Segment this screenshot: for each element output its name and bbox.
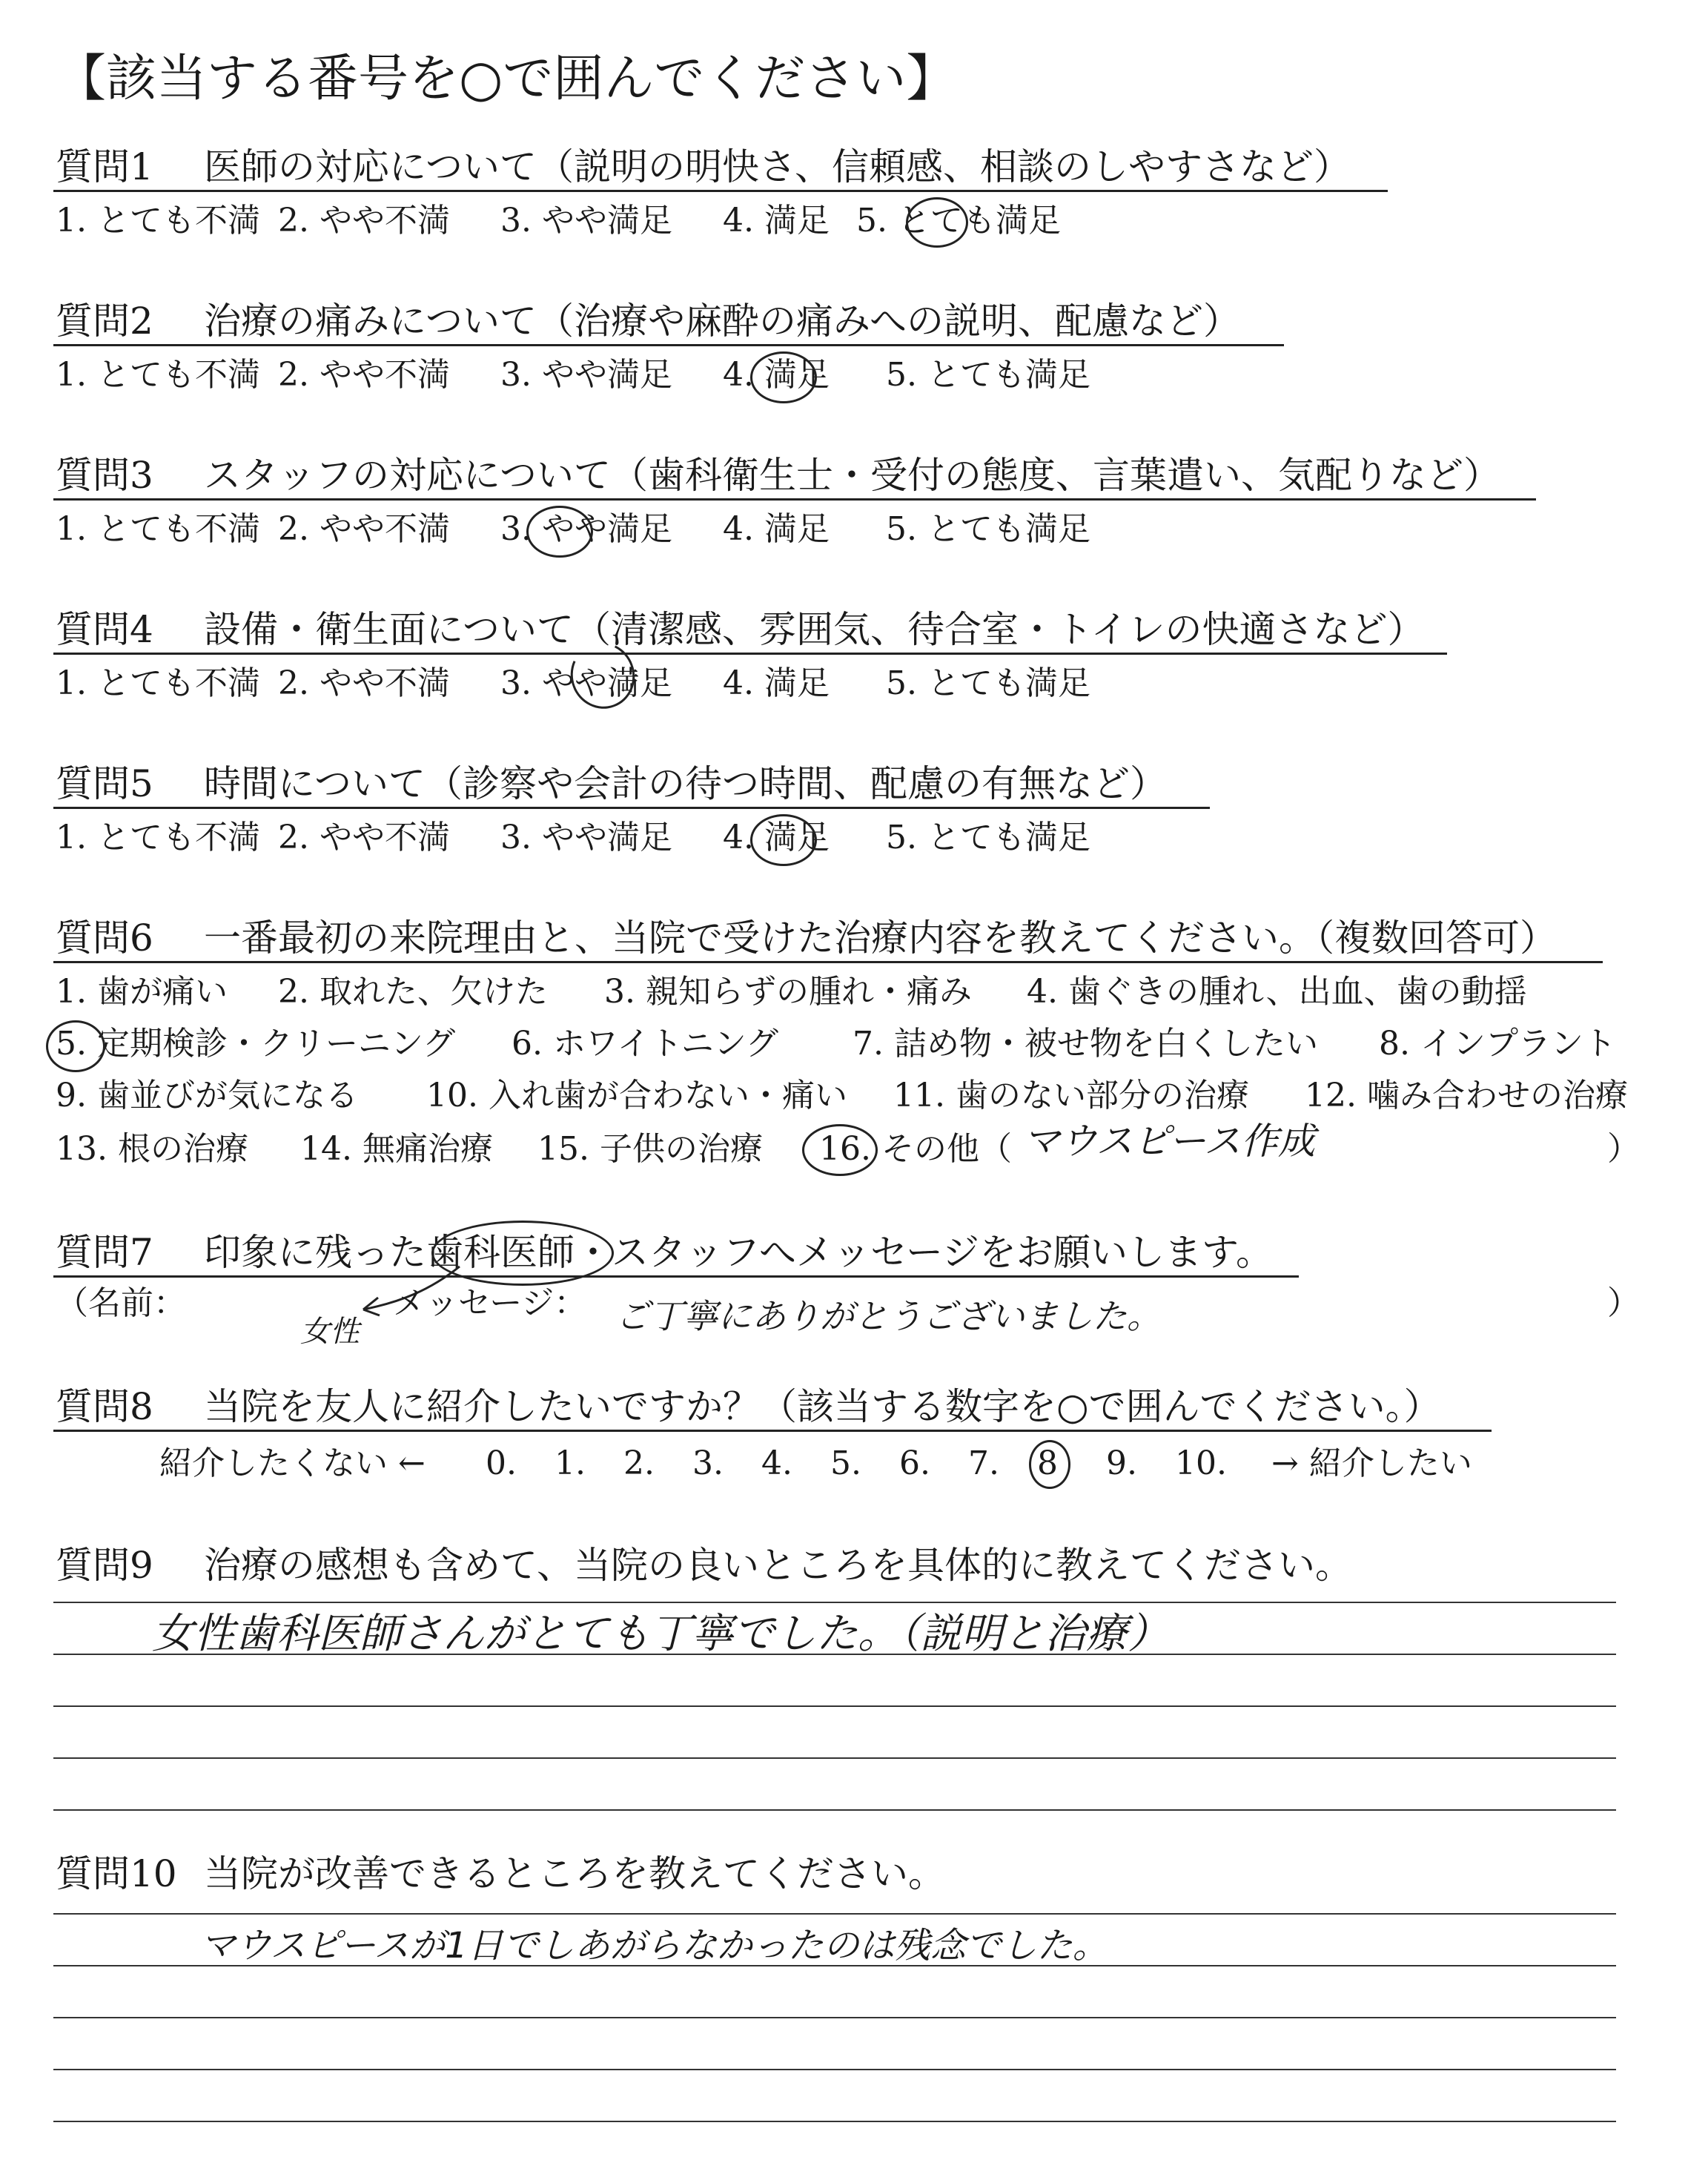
q6-option-12[interactable]: 12. 噛み合わせの治療 (1305, 1077, 1628, 1114)
q9-writing-line-1 (53, 1602, 1616, 1603)
question-1-text: 医師の対応について（説明の明快さ、信頼感、相談のしやすさなど） (204, 145, 1351, 188)
q6-option-15[interactable]: 15. 子供の治療 (537, 1130, 763, 1168)
question-8-text: 当院を友人に紹介したいですか？（該当する数字を○で囲んでください。） (204, 1385, 1441, 1428)
q6-option-16-circle (802, 1124, 878, 1176)
q6-option-14[interactable]: 14. 無痛治療 (300, 1130, 493, 1168)
question-10-number: 質問10 (56, 1852, 177, 1895)
q9-writing-line-5 (53, 1809, 1616, 1811)
question-7-heading (56, 1231, 1273, 1274)
q3-option-5[interactable]: 5. とても満足 (886, 510, 1090, 548)
q8-option-10[interactable]: 10. (1175, 1444, 1227, 1482)
q5-option-4[interactable]: 4. 満足 (723, 819, 830, 856)
question-6-number: 質問6 (56, 916, 153, 960)
q8-option-8[interactable]: 8 (1037, 1444, 1058, 1482)
q8-option-3[interactable]: 3. (692, 1444, 724, 1482)
q10-writing-line-3 (53, 2017, 1616, 2018)
question-5-number: 質問5 (56, 762, 153, 805)
q6-option-5-circle (46, 1020, 105, 1072)
q6-option-16[interactable]: 16. その他（ (819, 1130, 1012, 1168)
q3-option-2[interactable]: 2. やや不満 (278, 510, 450, 548)
question-1-underline (53, 190, 1388, 192)
q4-option-5[interactable]: 5. とても満足 (886, 664, 1090, 702)
q7-close-paren: ） (1607, 1284, 1640, 1322)
question-2-heading (56, 300, 1240, 343)
q1-option-5[interactable]: 5. とても満足 (856, 202, 1061, 240)
q2-selection-circle (750, 351, 817, 403)
q3-selection-circle (526, 506, 593, 558)
question-4-number: 質問4 (56, 608, 153, 651)
q4-option-2[interactable]: 2. やや不満 (278, 664, 450, 702)
question-6-underline (53, 961, 1603, 963)
q2-option-2[interactable]: 2. やや不満 (278, 356, 450, 394)
q1-selection-circle (906, 197, 968, 248)
q8-option-0[interactable]: 0. (486, 1444, 517, 1482)
q6-options-row-2 (56, 1025, 1616, 1063)
question-1-number: 質問1 (56, 145, 153, 188)
q8-option-7[interactable]: 7. (968, 1444, 999, 1482)
q6-option-11[interactable]: 11. 歯のない部分の治療 (893, 1077, 1249, 1114)
q6-option-3[interactable]: 3. 親知らずの腫れ・痛み (604, 973, 972, 1011)
question-4-text: 設備・衛生面について（清潔感、雰囲気、待合室・トイレの快適さなど） (204, 608, 1425, 651)
question-4-underline (53, 653, 1447, 655)
q6-other-handwritten: マウスピース作成 (1023, 1120, 1315, 1163)
question-5-text: 時間について（診察や会計の待つ時間、配慮の有無など） (204, 762, 1167, 805)
question-8-underline (53, 1430, 1492, 1432)
q8-option-5[interactable]: 5. (830, 1444, 861, 1482)
q7-name-handwritten: 女性 (300, 1315, 360, 1349)
q5-option-5[interactable]: 5. とても満足 (886, 819, 1090, 856)
q6-option-5[interactable]: 5. 定期検診・クリーニング (56, 1025, 456, 1063)
q7-name-label: （名前： (56, 1284, 186, 1322)
question-2-text: 治療の痛みについて（治療や麻酔の痛みへの説明、配慮など） (204, 300, 1240, 343)
question-3-heading (56, 454, 1500, 497)
q4-option-1[interactable]: 1. とても不満 (56, 664, 260, 702)
question-5-options (56, 819, 1090, 856)
q5-option-1[interactable]: 1. とても不満 (56, 819, 260, 856)
question-5-heading (56, 762, 1167, 805)
q4-option-4[interactable]: 4. 満足 (723, 664, 830, 702)
question-4-heading (56, 608, 1425, 651)
question-3-underline (53, 498, 1536, 501)
q3-option-4[interactable]: 4. 満足 (723, 510, 830, 548)
question-10-heading (56, 1852, 945, 1895)
q1-option-1[interactable]: 1. とても不満 (56, 202, 260, 240)
q5-option-2[interactable]: 2. やや不満 (278, 819, 450, 856)
question-3-number: 質問3 (56, 454, 153, 497)
question-6-text: 一番最初の来院理由と、当院で受けた治療内容を教えてください。（複数回答可） (204, 916, 1557, 960)
q8-right-label: → 紹介したい (1271, 1444, 1472, 1482)
q6-option-9[interactable]: 9. 歯並びが気になる (56, 1077, 358, 1114)
question-2-options (56, 356, 1090, 394)
q8-scale-row (159, 1444, 1472, 1482)
q6-option-10[interactable]: 10. 入れ歯が合わない・痛い (426, 1077, 847, 1114)
q2-option-3[interactable]: 3. やや満足 (500, 356, 672, 394)
q8-left-label: 紹介したくない ← (159, 1444, 426, 1482)
q5-option-3[interactable]: 3. やや満足 (500, 819, 672, 856)
question-9-number: 質問9 (56, 1544, 153, 1587)
q2-option-4[interactable]: 4. 満足 (723, 356, 830, 394)
q9-writing-line-3 (53, 1705, 1616, 1707)
q6-option-13[interactable]: 13. 根の治療 (56, 1130, 248, 1168)
q6-option-7[interactable]: 7. 詰め物・被せ物を白くしたい (853, 1025, 1318, 1063)
q1-option-2[interactable]: 2. やや不満 (278, 202, 450, 240)
q9-handwritten-answer: 女性歯科医師さんがとても丁寧でした。（説明と治療） (152, 1610, 1169, 1658)
question-9-heading (56, 1544, 1352, 1587)
question-7-underline (53, 1275, 1299, 1278)
q1-option-4[interactable]: 4. 満足 (723, 202, 830, 240)
q8-selection-circle (1029, 1440, 1070, 1489)
q8-option-4[interactable]: 4. (761, 1444, 792, 1482)
q6-option-2[interactable]: 2. 取れた、欠けた (278, 973, 548, 1011)
q8-option-2[interactable]: 2. (623, 1444, 655, 1482)
q10-writing-line-4 (53, 2069, 1616, 2070)
q9-writing-line-2 (53, 1654, 1616, 1655)
question-1-heading (56, 145, 1351, 188)
q2-option-1[interactable]: 1. とても不満 (56, 356, 260, 394)
q6-options-row-3 (56, 1077, 1628, 1114)
q10-handwritten-answer: マウスピースが1日でしあがらなかったのは残念でした。 (200, 1925, 1108, 1966)
q10-writing-line-2 (53, 1965, 1616, 1966)
q10-writing-line-1 (53, 1913, 1616, 1915)
question-2-number: 質問2 (56, 300, 153, 343)
q6-option-1[interactable]: 1. 歯が痛い (56, 973, 228, 1011)
q6-option-4[interactable]: 4. 歯ぐきの腫れ、出血、歯の動揺 (1027, 973, 1527, 1011)
q4-option-3[interactable]: 3. やや満足 (500, 664, 672, 702)
question-9-text: 治療の感想も含めて、当院の良いところを具体的に教えてください。 (204, 1544, 1352, 1587)
q6-options-row-1 (56, 973, 1527, 1011)
q3-option-3[interactable]: 3. やや満足 (500, 510, 672, 548)
question-5-underline (53, 807, 1210, 809)
q7-message-label: メッセージ： (393, 1284, 587, 1322)
q8-option-1[interactable]: 1. (555, 1444, 586, 1482)
question-6-heading (56, 916, 1557, 960)
q5-selection-circle (750, 814, 817, 866)
q9-writing-line-4 (53, 1757, 1616, 1759)
q6-option-6[interactable]: 6. ホワイトニング (512, 1025, 779, 1063)
question-10-text: 当院が改善できるところを教えてください。 (204, 1852, 945, 1895)
q6-other-close-paren: ） (1607, 1130, 1640, 1168)
form-title: 【該当する番号を○で囲んでください】 (56, 50, 957, 108)
q10-writing-line-5 (53, 2121, 1616, 2122)
q8-option-6[interactable]: 6. (899, 1444, 930, 1482)
question-8-number: 質問8 (56, 1385, 153, 1428)
question-2-underline (53, 344, 1284, 346)
q1-option-3[interactable]: 3. やや満足 (500, 202, 672, 240)
q3-option-1[interactable]: 1. とても不満 (56, 510, 260, 548)
question-8-heading (56, 1385, 1441, 1428)
q2-option-5[interactable]: 5. とても満足 (886, 356, 1090, 394)
q8-option-9[interactable]: 9. (1106, 1444, 1137, 1482)
q6-option-8[interactable]: 8. インプラント (1379, 1025, 1616, 1063)
question-7-number: 質問7 (56, 1231, 153, 1274)
question-7-text: 印象に残った歯科医師・スタッフへメッセージをお願いします。 (204, 1231, 1273, 1274)
q7-message-handwritten: ご丁寧にありがとうございました。 (615, 1296, 1161, 1336)
question-3-text: スタッフの対応について（歯科衛生士・受付の態度、言葉遣い、気配りなど） (204, 454, 1500, 497)
